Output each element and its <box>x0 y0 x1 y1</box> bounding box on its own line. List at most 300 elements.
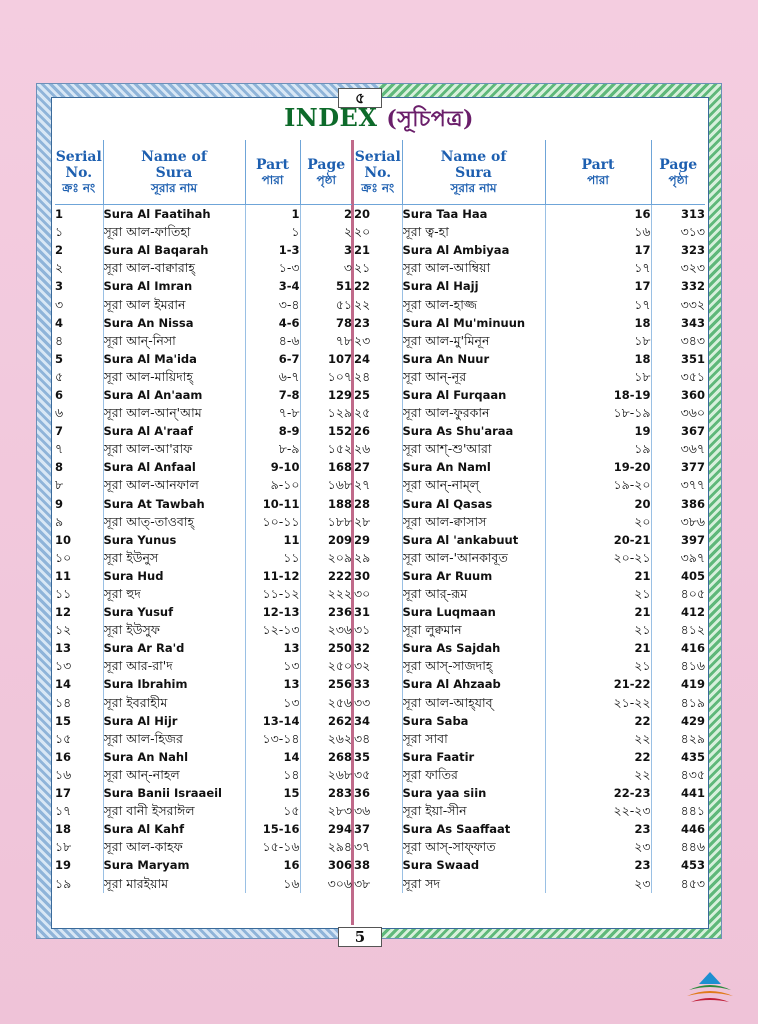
table-row-en <box>354 748 705 766</box>
serial-no: 18 <box>55 822 72 837</box>
table-row-en <box>354 712 705 730</box>
sura-name-bn: সূরা আল-কাহফ <box>103 838 245 856</box>
table-row-bn <box>55 694 352 712</box>
page-no-bn: ৪১৯ <box>651 694 705 712</box>
index-table-right <box>354 140 705 893</box>
serial-no-bn: ২২ <box>354 296 371 312</box>
table-row-bn <box>55 513 352 531</box>
sura-name-bn: সূরা আল-হিজর <box>103 730 245 748</box>
page-no: 313 <box>651 205 705 224</box>
table-row-bn <box>354 802 705 820</box>
page-number-top: ৫ <box>338 88 382 108</box>
table-row-bn <box>55 766 352 784</box>
part-no: 11 <box>245 531 300 549</box>
page-no: 250 <box>300 639 352 657</box>
table-row-en <box>354 386 705 404</box>
table-row-en <box>55 784 352 802</box>
sura-name: Sura Al Anfaal <box>103 458 245 476</box>
sura-name: Sura Ar Ruum <box>402 567 545 585</box>
table-row-en <box>55 314 352 332</box>
table-row-en <box>55 603 352 621</box>
serial-no: 16 <box>55 749 72 764</box>
sura-name: Sura An Naml <box>402 458 545 476</box>
page-no: 2 <box>300 205 352 224</box>
sura-name-bn: সূরা আল-ফাতিহা <box>103 223 245 241</box>
sura-name: Sura Swaad <box>402 856 545 874</box>
table-row-bn <box>55 874 352 892</box>
sura-name-bn: সূরা আশ্-শু'আরা <box>402 440 545 458</box>
sura-name: Sura Al Ahzaab <box>402 675 545 693</box>
sura-name: Sura Saba <box>402 712 545 730</box>
part-no: 21-22 <box>545 675 651 693</box>
serial-no-bn: ২৬ <box>354 441 371 457</box>
part-no: 1-3 <box>245 241 300 259</box>
part-no: 16 <box>545 205 651 224</box>
sura-name-bn: সূরা আল ইমরান <box>103 295 245 313</box>
part-no: 21 <box>545 603 651 621</box>
sura-name-bn: সূরা আল-মায়িদাহ্ <box>103 368 245 386</box>
part-no: 19 <box>545 422 651 440</box>
serial-no: 32 <box>354 641 371 656</box>
page-no-bn: ৪৪৬ <box>651 838 705 856</box>
table-row-en <box>354 314 705 332</box>
serial-no: 36 <box>354 786 371 801</box>
table-row-bn <box>55 223 352 241</box>
part-no-bn: ৬-৭ <box>245 368 300 386</box>
table-row-en <box>55 531 352 549</box>
sura-name: Sura Yusuf <box>103 603 245 621</box>
table-row-en <box>354 856 705 874</box>
page-no: 377 <box>651 458 705 476</box>
serial-no-bn: ৩ <box>55 296 64 312</box>
serial-no-bn: ২০ <box>354 224 371 240</box>
serial-no: 19 <box>55 858 72 873</box>
serial-no-bn: ১০ <box>55 549 72 565</box>
serial-no-bn: ২৭ <box>354 477 371 493</box>
sura-name-bn: সূরা আল-ক্বাসাস <box>402 513 545 531</box>
sura-name-bn: সূরা ইয়া-সীন <box>402 802 545 820</box>
sura-name-bn: সূরা ফাতির <box>402 766 545 784</box>
sura-name: Sura Ibrahim <box>103 675 245 693</box>
page-no-bn: ৪৪১ <box>651 802 705 820</box>
table-row-en <box>55 205 352 224</box>
sura-name: Sura Yunus <box>103 531 245 549</box>
page-no: 435 <box>651 748 705 766</box>
sura-name: Sura Al Mu'minuun <box>402 314 545 332</box>
publisher-logo <box>683 968 737 1008</box>
table-row-bn <box>354 838 705 856</box>
page-no-bn: ৩০৬ <box>300 874 352 892</box>
table-row-bn <box>354 368 705 386</box>
page-no: 446 <box>651 820 705 838</box>
table-row-bn <box>55 259 352 277</box>
table-row-en <box>55 712 352 730</box>
table-row-bn <box>354 223 705 241</box>
sura-name: Sura Al Kahf <box>103 820 245 838</box>
page-title <box>51 102 707 139</box>
part-no-bn: ১১ <box>245 549 300 567</box>
part-no: 14 <box>245 748 300 766</box>
sura-name: Sura Luqmaan <box>402 603 545 621</box>
sura-name: Sura Al 'ankabuut <box>402 531 545 549</box>
page-no: 129 <box>300 386 352 404</box>
page-no-bn: ৩৮৬ <box>651 513 705 531</box>
serial-no-bn: ১২ <box>55 622 72 638</box>
part-no-bn: ১-৩ <box>245 259 300 277</box>
table-row-en <box>55 277 352 295</box>
table-row-en <box>55 748 352 766</box>
page-no: 416 <box>651 639 705 657</box>
sura-name-bn: সূরা আল-বাক্বারাহ্ <box>103 259 245 277</box>
sura-name: Sura Al Imran <box>103 277 245 295</box>
part-no: 13 <box>245 639 300 657</box>
table-row-bn <box>354 476 705 494</box>
sura-name-bn: সূরা মারইয়াম <box>103 874 245 892</box>
table-row-bn <box>55 476 352 494</box>
table-row-bn <box>55 440 352 458</box>
serial-no-bn: ১৫ <box>55 730 72 746</box>
part-no: 10-11 <box>245 495 300 513</box>
page-no-bn: ৪৫৩ <box>651 874 705 892</box>
table-row-en <box>55 639 352 657</box>
page-no: 397 <box>651 531 705 549</box>
page-no: 152 <box>300 422 352 440</box>
serial-no: 26 <box>354 424 371 439</box>
part-no: 18 <box>545 350 651 368</box>
part-no: 3-4 <box>245 277 300 295</box>
part-no: 9-10 <box>245 458 300 476</box>
serial-no: 33 <box>354 677 371 692</box>
table-header <box>354 140 705 205</box>
serial-no-bn: ৩৭ <box>354 839 371 855</box>
part-no-bn: ১৮ <box>545 368 651 386</box>
serial-no: 4 <box>55 315 64 330</box>
sura-name-bn: সূরা আল-আন্'আম <box>103 404 245 422</box>
table-row-en <box>354 531 705 549</box>
serial-no-bn: ১১ <box>55 586 72 602</box>
table-row-bn <box>354 621 705 639</box>
sura-name: Sura An Nahl <box>103 748 245 766</box>
part-no: 22 <box>545 712 651 730</box>
page-no: 332 <box>651 277 705 295</box>
page-number-bottom: 5 <box>338 927 382 947</box>
sura-name: Sura Al Furqaan <box>402 386 545 404</box>
table-header <box>55 140 352 205</box>
part-no-bn: ১৪ <box>245 766 300 784</box>
sura-name-bn: সূরা আল-'আনকাবূত <box>402 549 545 567</box>
part-no-bn: ১২-১৩ <box>245 621 300 639</box>
serial-no: 5 <box>55 351 64 366</box>
serial-no: 38 <box>354 858 371 873</box>
serial-no: 35 <box>354 749 371 764</box>
serial-no-bn: ২১ <box>354 260 371 276</box>
page-no-bn: ১৮৮ <box>300 513 352 531</box>
serial-no: 20 <box>354 207 371 222</box>
part-no-bn: ১ <box>245 223 300 241</box>
serial-no-bn: ৩২ <box>354 658 371 674</box>
page-no-bn: ২৯৪ <box>300 838 352 856</box>
sura-name-bn: সূরা আন্-নিসা <box>103 332 245 350</box>
part-no: 16 <box>245 856 300 874</box>
page-no: 405 <box>651 567 705 585</box>
page-no: 429 <box>651 712 705 730</box>
serial-no: 17 <box>55 786 72 801</box>
part-no-bn: ১১-১২ <box>245 585 300 603</box>
part-no-bn: ২১ <box>545 621 651 639</box>
page-no-bn: ২৬২ <box>300 730 352 748</box>
header-name: Name of Sura সূরার নাম <box>402 140 545 205</box>
part-no: 18-19 <box>545 386 651 404</box>
part-no-bn: ১৮ <box>545 332 651 350</box>
sura-name-bn: সূরা আল-আনফাল <box>103 476 245 494</box>
sura-name: Sura Ar Ra'd <box>103 639 245 657</box>
sura-name: Sura Faatir <box>402 748 545 766</box>
serial-no: 31 <box>354 605 371 620</box>
table-row-en <box>55 350 352 368</box>
table-row-bn <box>354 874 705 892</box>
page-no: 367 <box>651 422 705 440</box>
part-no-bn: ২০-২১ <box>545 549 651 567</box>
sura-name-bn: সূরা ইবরাহীম <box>103 694 245 712</box>
page-no: 283 <box>300 784 352 802</box>
page-no-bn: ৪২৯ <box>651 730 705 748</box>
serial-no: 1 <box>55 207 64 222</box>
page-no: 188 <box>300 495 352 513</box>
part-no: 17 <box>545 241 651 259</box>
table-row-bn <box>354 404 705 422</box>
part-no-bn: ২০ <box>545 513 651 531</box>
serial-no-bn: ২৫ <box>354 405 371 421</box>
serial-no-bn: ৩০ <box>354 586 371 602</box>
serial-no-bn: ৫ <box>55 368 64 384</box>
page-no: 419 <box>651 675 705 693</box>
part-no-bn: ২২ <box>545 766 651 784</box>
table-row-bn <box>55 657 352 675</box>
page-no-bn: ২২২ <box>300 585 352 603</box>
table-row-en <box>55 856 352 874</box>
serial-no-bn: ২৩ <box>354 332 371 348</box>
page-no: 51 <box>300 277 352 295</box>
page-no: 412 <box>651 603 705 621</box>
serial-no-bn: ৭ <box>55 441 64 457</box>
page-no-bn: ৪০৫ <box>651 585 705 603</box>
page-no: 386 <box>651 495 705 513</box>
serial-no-bn: ৬ <box>55 405 64 421</box>
sura-name-bn: সূরা সদ <box>402 874 545 892</box>
serial-no-bn: ২ <box>55 260 64 276</box>
sura-name-bn: সূরা বানী ইসরাঈল <box>103 802 245 820</box>
serial-no-bn: ৮ <box>55 477 64 493</box>
serial-no-bn: ১৬ <box>55 766 72 782</box>
page-no-bn: ৭৮ <box>300 332 352 350</box>
page-no-bn: ১০৭ <box>300 368 352 386</box>
part-no-bn: ১৩-১৪ <box>245 730 300 748</box>
page-no-bn: ৩৬০ <box>651 404 705 422</box>
serial-no: 14 <box>55 677 72 692</box>
part-no: 6-7 <box>245 350 300 368</box>
part-no: 21 <box>545 567 651 585</box>
sura-name: Sura At Tawbah <box>103 495 245 513</box>
sura-name: Sura Al A'raaf <box>103 422 245 440</box>
part-no: 18 <box>545 314 651 332</box>
sura-name: Sura Maryam <box>103 856 245 874</box>
page-no-bn: ২৬৮ <box>300 766 352 784</box>
page-no-bn: ১২৯ <box>300 404 352 422</box>
sura-name-bn: সূরা আন্-নাম্‌ল্ <box>402 476 545 494</box>
part-no-bn: ১৩ <box>245 657 300 675</box>
sura-name-bn: সূরা ত্ব-হা <box>402 223 545 241</box>
sura-name: Sura Al Ma'ida <box>103 350 245 368</box>
part-no: 11-12 <box>245 567 300 585</box>
table-row-bn <box>354 657 705 675</box>
serial-no: 7 <box>55 424 64 439</box>
sura-name-bn: সূরা আল-হাজ্জ <box>402 295 545 313</box>
table-row-bn <box>55 621 352 639</box>
sura-name-bn: সূরা আল-আ'রাফ <box>103 440 245 458</box>
serial-no-bn: ১৯ <box>55 875 72 891</box>
sura-name: Sura Al Hijr <box>103 712 245 730</box>
sura-name: Sura Al Hajj <box>402 277 545 295</box>
title-bn: (সূচিপত্র) <box>386 106 474 132</box>
part-no-bn: ৭-৮ <box>245 404 300 422</box>
part-no-bn: ৪-৬ <box>245 332 300 350</box>
page-no-bn: ৩৭৭ <box>651 476 705 494</box>
serial-no-bn: ৩৮ <box>354 875 371 891</box>
part-no: 23 <box>545 856 651 874</box>
part-no-bn: ১০-১১ <box>245 513 300 531</box>
table-row-en <box>354 784 705 802</box>
part-no-bn: ২৩ <box>545 874 651 892</box>
table-row-bn <box>354 730 705 748</box>
sura-name: Sura Al Ambiyaa <box>402 241 545 259</box>
page-no-bn: ৪১২ <box>651 621 705 639</box>
page-no-bn: ৪১৬ <box>651 657 705 675</box>
serial-no: 9 <box>55 496 64 511</box>
table-row-en <box>354 458 705 476</box>
table-row-bn <box>354 295 705 313</box>
page-no-bn: ১৫২ <box>300 440 352 458</box>
table-row-en <box>354 675 705 693</box>
page-no-bn: ৫১ <box>300 295 352 313</box>
table-row-en <box>55 386 352 404</box>
sura-name-bn: সূরা আন্-নূর <box>402 368 545 386</box>
page-no-bn: ২ <box>300 223 352 241</box>
page-no: 441 <box>651 784 705 802</box>
page-no: 294 <box>300 820 352 838</box>
part-no: 20 <box>545 495 651 513</box>
table-row-en <box>354 639 705 657</box>
serial-no-bn: ১ <box>55 224 64 240</box>
page-no-bn: ৩৯৭ <box>651 549 705 567</box>
header-serial: Serial No. ক্রঃ নং <box>55 148 102 195</box>
part-no-bn: ১৮-১৯ <box>545 404 651 422</box>
page-no-bn: ৩৬৭ <box>651 440 705 458</box>
part-no-bn: ২২-২৩ <box>545 802 651 820</box>
header-serial: Serial No. ক্রঃ নং <box>354 148 401 195</box>
sura-name: Sura As Saaffaat <box>402 820 545 838</box>
serial-no: 24 <box>354 351 371 366</box>
page-no-bn: ৩৪৩ <box>651 332 705 350</box>
table-row-bn <box>55 838 352 856</box>
page-no: 78 <box>300 314 352 332</box>
title-en: INDEX <box>284 103 378 132</box>
table-row-en <box>354 495 705 513</box>
sura-name: Sura Al Baqarah <box>103 241 245 259</box>
sura-name: Sura An Nissa <box>103 314 245 332</box>
part-no-bn: ৮-৯ <box>245 440 300 458</box>
part-no-bn: ১৭ <box>545 295 651 313</box>
serial-no: 28 <box>354 496 371 511</box>
serial-no: 13 <box>55 641 72 656</box>
header-page: Page পৃষ্ঠা <box>651 140 705 205</box>
sura-name: Sura As Shu'araa <box>402 422 545 440</box>
part-no: 7-8 <box>245 386 300 404</box>
serial-no: 11 <box>55 568 72 583</box>
serial-no: 37 <box>354 822 371 837</box>
page-no-bn: ৩১৩ <box>651 223 705 241</box>
serial-no-bn: ১৭ <box>55 803 72 819</box>
table-row-bn <box>354 332 705 350</box>
table-row-bn <box>354 694 705 712</box>
sura-name-bn: সূরা লুক্বমান <box>402 621 545 639</box>
part-no: 23 <box>545 820 651 838</box>
part-no-bn: ১৫-১৬ <box>245 838 300 856</box>
serial-no: 12 <box>55 605 72 620</box>
table-row-bn <box>55 295 352 313</box>
table-row-bn <box>354 549 705 567</box>
page-no: 453 <box>651 856 705 874</box>
table-row-bn <box>354 766 705 784</box>
page-no: 323 <box>651 241 705 259</box>
part-no: 20-21 <box>545 531 651 549</box>
table-row-en <box>354 422 705 440</box>
serial-no: 8 <box>55 460 64 475</box>
sura-name: Sura Al An'aam <box>103 386 245 404</box>
table-row-en <box>354 820 705 838</box>
serial-no: 22 <box>354 279 371 294</box>
table-row-en <box>354 241 705 259</box>
serial-no-bn: ৯ <box>55 513 64 529</box>
sura-name-bn: সূরা হুদ <box>103 585 245 603</box>
sura-name-bn: সূরা আল-মু'মিনূন <box>402 332 545 350</box>
page-no: 209 <box>300 531 352 549</box>
part-no: 15 <box>245 784 300 802</box>
page-no-bn: ৩২৩ <box>651 259 705 277</box>
page-no-bn: ১৬৮ <box>300 476 352 494</box>
table-row-bn <box>55 549 352 567</box>
part-no: 22-23 <box>545 784 651 802</box>
sura-name-bn: সূরা আল-আম্বিয়া <box>402 259 545 277</box>
table-row-en <box>354 205 705 224</box>
sura-name-bn: সূরা আর্-রূম <box>402 585 545 603</box>
serial-no-bn: ১৮ <box>55 839 72 855</box>
sura-name-bn: সূরা আস্-সাফ্‌ফাত <box>402 838 545 856</box>
part-no: 1 <box>245 205 300 224</box>
table-row-bn <box>354 513 705 531</box>
part-no-bn: ২১ <box>545 657 651 675</box>
serial-no-bn: ১৩ <box>55 658 72 674</box>
page-no-bn: ৪৩৫ <box>651 766 705 784</box>
page-no: 107 <box>300 350 352 368</box>
sura-name: Sura Taa Haa <box>402 205 545 224</box>
page-no: 268 <box>300 748 352 766</box>
page-no-bn: ২৮৩ <box>300 802 352 820</box>
part-no-bn: ১৫ <box>245 802 300 820</box>
serial-no: 29 <box>354 532 371 547</box>
table-row-en <box>354 567 705 585</box>
sura-name-bn: সূরা আন্-নাহল <box>103 766 245 784</box>
table-row-en <box>55 458 352 476</box>
